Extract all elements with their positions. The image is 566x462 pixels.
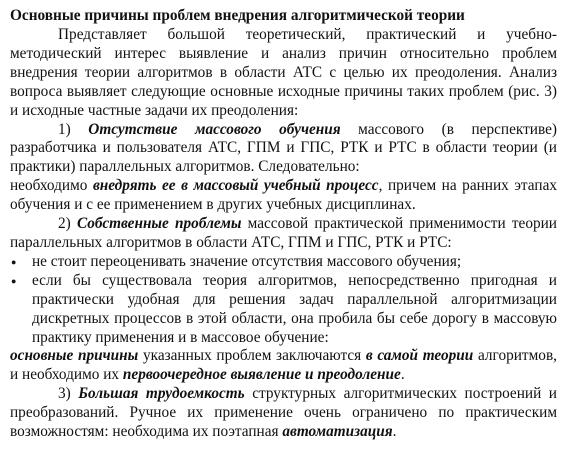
conclusion-text-1: указанных проблем заключаются	[138, 347, 366, 365]
item-2-bullet-list	[10, 253, 557, 348]
section-title: Основные причины проблем внедрения алгоритмической теории	[10, 7, 465, 24]
conclusion-text-3: .	[400, 366, 405, 384]
item-1-text: массового (в перспективе) разработчика и пользователя АТС, ГПМ и ГПС, РТК и РТС в области теории (и практики) параллельных алгоритмов. Следовательно:	[10, 120, 557, 176]
item-3-text: структурных алгоритмических построений и преобразований. Ручное их применение очень ограничено по практическим возможностям: необходима их поэтапная	[10, 385, 557, 441]
item-1-number: 1)	[58, 120, 89, 138]
item-1-followup-emphasis: внедрять ее в массовый учебный процесс	[92, 177, 379, 195]
item-1-followup	[10, 177, 557, 215]
item-3-end: .	[392, 423, 397, 441]
item-2-number: 2)	[58, 215, 77, 233]
item-3-number: 3)	[58, 385, 79, 403]
item-3-emphasis-2: автоматизация	[282, 423, 393, 441]
intro-paragraph: Представляет большой теоретический, практический и учебно-методический интерес выявление и анализ причин относительно проблем внедрения теории алгоритмов в области АТС с целью их преодоления. Анализ вопроса выявляет следующие основные исходные причины таких проблем (рис. 3) и исходные частные задачи их преодоления:	[10, 26, 557, 119]
conclusion-emphasis-2: в самой теории	[365, 347, 474, 365]
item-2-paragraph	[10, 215, 557, 253]
item-1-paragraph	[10, 121, 557, 178]
conclusion-text-2: алгоритмов, и необходимо их	[10, 347, 557, 384]
item-2-text: массовой практической применимости теории параллельных алгоритмов в области АТС, ГПМ и ГПС, РТК и РТС:	[10, 215, 557, 251]
item-3-paragraph	[10, 385, 557, 442]
item-1-followup-text: , причем на ранних этапах обучения и с ее применением в других учебных дисциплинах.	[10, 177, 558, 214]
item-2-emphasis: Собственные проблемы	[76, 215, 242, 233]
list-item: ● не стоит переоценивать значение отсутствия массового обучения;	[10, 253, 557, 272]
item-1-followup-lead: необходимо	[10, 177, 93, 195]
item-3-emphasis: Большая трудоемкость	[78, 385, 245, 403]
item-2-conclusion	[10, 347, 557, 385]
conclusion-emphasis-1: основные причины	[10, 347, 139, 365]
item-1-emphasis: Отсутствие массового обучения	[88, 120, 341, 138]
conclusion-emphasis-3: первоочередное выявление и преодоление	[122, 366, 401, 384]
list-item: ● если бы существовала теория алгоритмов, непосредственно пригодная и практически удобная для решения задач параллельной алгоритмизации дискретных процессов в этой области, она пробила бы себе дорогу в массовую практику применения и в массовое обучение:	[10, 272, 557, 348]
